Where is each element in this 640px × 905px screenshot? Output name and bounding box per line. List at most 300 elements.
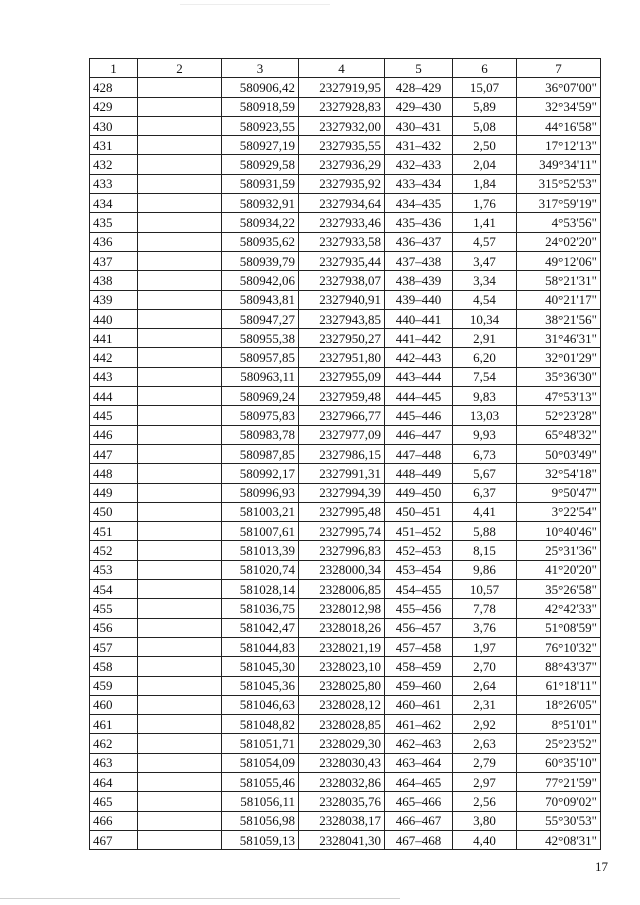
cell-empty-column: [138, 425, 222, 444]
cell-distance: 2,50: [453, 136, 517, 155]
cell-coordinate-y: 2327995,74: [299, 522, 385, 541]
cell-empty-column: [138, 367, 222, 386]
cell-bearing: 32°54'18": [517, 464, 601, 483]
cell-point-number: 455: [90, 599, 138, 618]
cell-point-number: 430: [90, 116, 138, 135]
page-number: 17: [595, 859, 608, 874]
cell-empty-column: [138, 444, 222, 463]
cell-empty-column: [138, 329, 222, 348]
cell-distance: 10,57: [453, 580, 517, 599]
cell-empty-column: [138, 387, 222, 406]
cell-coordinate-x: 581020,74: [222, 560, 299, 579]
table-row: [90, 792, 601, 811]
cell-empty-column: [138, 599, 222, 618]
cell-point-number: 462: [90, 734, 138, 753]
cell-segment: 436–437: [385, 232, 453, 251]
cell-coordinate-x: 580969,24: [222, 387, 299, 406]
table-row: [90, 715, 601, 734]
cell-segment: 441–442: [385, 329, 453, 348]
cell-point-number: 448: [90, 464, 138, 483]
cell-distance: 6,73: [453, 444, 517, 463]
table-row: [90, 502, 601, 521]
cell-coordinate-y: 2327919,95: [299, 78, 385, 97]
cell-segment: 467–468: [385, 830, 453, 849]
cell-coordinate-y: 2328012,98: [299, 599, 385, 618]
cell-segment: 439–440: [385, 290, 453, 309]
cell-segment: 465–466: [385, 792, 453, 811]
cell-coordinate-y: 2327959,48: [299, 387, 385, 406]
cell-coordinate-y: 2328028,12: [299, 695, 385, 714]
cell-distance: 9,83: [453, 387, 517, 406]
cell-coordinate-y: 2327955,09: [299, 367, 385, 386]
cell-coordinate-x: 581044,83: [222, 637, 299, 656]
cell-distance: 4,57: [453, 232, 517, 251]
cell-bearing: 3°22'54": [517, 502, 601, 521]
cell-segment: 430–431: [385, 116, 453, 135]
cell-coordinate-y: 2327986,15: [299, 444, 385, 463]
cell-point-number: 460: [90, 695, 138, 714]
cell-coordinate-y: 2327994,39: [299, 483, 385, 502]
table-row: [90, 329, 601, 348]
cell-coordinate-x: 581042,47: [222, 618, 299, 637]
cell-segment: 434–435: [385, 194, 453, 213]
cell-coordinate-x: 580983,78: [222, 425, 299, 444]
cell-segment: 450–451: [385, 502, 453, 521]
cell-empty-column: [138, 309, 222, 328]
cell-bearing: 32°34'59": [517, 97, 601, 116]
cell-coordinate-y: 2327932,00: [299, 116, 385, 135]
cell-coordinate-y: 2328006,85: [299, 580, 385, 599]
cell-coordinate-y: 2327938,07: [299, 271, 385, 290]
cell-coordinate-y: 2327933,58: [299, 232, 385, 251]
cell-segment: 455–456: [385, 599, 453, 618]
cell-bearing: 38°21'56": [517, 309, 601, 328]
table-row: [90, 155, 601, 174]
cell-coordinate-x: 581036,75: [222, 599, 299, 618]
cell-bearing: 32°01'29": [517, 348, 601, 367]
cell-point-number: 464: [90, 772, 138, 791]
cell-point-number: 463: [90, 753, 138, 772]
cell-empty-column: [138, 406, 222, 425]
cell-empty-column: [138, 464, 222, 483]
cell-point-number: 429: [90, 97, 138, 116]
cell-empty-column: [138, 734, 222, 753]
cell-bearing: 25°23'52": [517, 734, 601, 753]
cell-segment: 437–438: [385, 251, 453, 270]
cell-point-number: 439: [90, 290, 138, 309]
cell-empty-column: [138, 251, 222, 270]
table-row: [90, 174, 601, 193]
cell-point-number: 432: [90, 155, 138, 174]
table-row: [90, 271, 601, 290]
cell-distance: 4,54: [453, 290, 517, 309]
cell-distance: 2,64: [453, 676, 517, 695]
cell-coordinate-y: 2328025,80: [299, 676, 385, 695]
cell-coordinate-y: 2328032,86: [299, 772, 385, 791]
cell-coordinate-x: 580932,91: [222, 194, 299, 213]
cell-distance: 1,84: [453, 174, 517, 193]
cell-segment: 464–465: [385, 772, 453, 791]
cell-coordinate-y: 2327928,83: [299, 97, 385, 116]
cell-point-number: 461: [90, 715, 138, 734]
cell-segment: 454–455: [385, 580, 453, 599]
cell-segment: 429–430: [385, 97, 453, 116]
cell-coordinate-x: 580975,83: [222, 406, 299, 425]
table-row: [90, 695, 601, 714]
cell-coordinate-y: 2327934,64: [299, 194, 385, 213]
cell-point-number: 466: [90, 811, 138, 830]
cell-coordinate-x: 580923,55: [222, 116, 299, 135]
cell-coordinate-x: 580943,81: [222, 290, 299, 309]
cell-bearing: 60°35'10": [517, 753, 601, 772]
cell-empty-column: [138, 348, 222, 367]
cell-empty-column: [138, 194, 222, 213]
cell-bearing: 47°53'13": [517, 387, 601, 406]
cell-distance: 5,08: [453, 116, 517, 135]
cell-bearing: 349°34'11": [517, 155, 601, 174]
cell-segment: 435–436: [385, 213, 453, 232]
cell-distance: 9,86: [453, 560, 517, 579]
cell-coordinate-y: 2328035,76: [299, 792, 385, 811]
cell-point-number: 450: [90, 502, 138, 521]
cell-coordinate-y: 2327936,29: [299, 155, 385, 174]
table-row: [90, 309, 601, 328]
cell-coordinate-y: 2327935,92: [299, 174, 385, 193]
cell-distance: 9,93: [453, 425, 517, 444]
cell-point-number: 452: [90, 541, 138, 560]
table-row: [90, 213, 601, 232]
table-row: [90, 97, 601, 116]
cell-segment: 466–467: [385, 811, 453, 830]
table-row: [90, 753, 601, 772]
cell-bearing: 61°18'11": [517, 676, 601, 695]
cell-segment: 451–452: [385, 522, 453, 541]
cell-bearing: 8°51'01": [517, 715, 601, 734]
cell-bearing: 18°26'05": [517, 695, 601, 714]
cell-segment: 431–432: [385, 136, 453, 155]
cell-segment: 428–429: [385, 78, 453, 97]
cell-coordinate-y: 2327943,85: [299, 309, 385, 328]
cell-coordinate-x: 580939,79: [222, 251, 299, 270]
cell-distance: 7,54: [453, 367, 517, 386]
cell-point-number: 465: [90, 792, 138, 811]
cell-coordinate-x: 580955,38: [222, 329, 299, 348]
cell-empty-column: [138, 695, 222, 714]
table-row: [90, 830, 601, 849]
cell-point-number: 434: [90, 194, 138, 213]
cell-point-number: 453: [90, 560, 138, 579]
table-row: [90, 657, 601, 676]
cell-distance: 2,04: [453, 155, 517, 174]
cell-segment: 458–459: [385, 657, 453, 676]
cell-empty-column: [138, 97, 222, 116]
column-header-1: 1: [90, 59, 138, 78]
cell-distance: 7,78: [453, 599, 517, 618]
cell-bearing: 42°08'31": [517, 830, 601, 849]
cell-bearing: 42°42'33": [517, 599, 601, 618]
cell-segment: 438–439: [385, 271, 453, 290]
cell-bearing: 40°21'17": [517, 290, 601, 309]
cell-coordinate-y: 2328029,30: [299, 734, 385, 753]
table-row: [90, 637, 601, 656]
cell-coordinate-x: 580906,42: [222, 78, 299, 97]
cell-empty-column: [138, 155, 222, 174]
cell-coordinate-x: 581056,11: [222, 792, 299, 811]
cell-segment: 463–464: [385, 753, 453, 772]
cell-coordinate-y: 2328023,10: [299, 657, 385, 676]
cell-segment: 456–457: [385, 618, 453, 637]
cell-coordinate-x: 580963,11: [222, 367, 299, 386]
cell-empty-column: [138, 657, 222, 676]
column-header-5: 5: [385, 59, 453, 78]
cell-point-number: 440: [90, 309, 138, 328]
cell-bearing: 31°46'31": [517, 329, 601, 348]
cell-coordinate-x: 581059,13: [222, 830, 299, 849]
cell-distance: 6,37: [453, 483, 517, 502]
cell-distance: 1,97: [453, 637, 517, 656]
cell-empty-column: [138, 483, 222, 502]
cell-bearing: 317°59'19": [517, 194, 601, 213]
cell-empty-column: [138, 271, 222, 290]
cell-coordinate-x: 580957,85: [222, 348, 299, 367]
cell-empty-column: [138, 560, 222, 579]
cell-distance: 3,34: [453, 271, 517, 290]
cell-segment: 457–458: [385, 637, 453, 656]
cell-coordinate-x: 580927,19: [222, 136, 299, 155]
cell-empty-column: [138, 522, 222, 541]
cell-empty-column: [138, 174, 222, 193]
cell-bearing: 35°26'58": [517, 580, 601, 599]
cell-coordinate-y: 2328041,30: [299, 830, 385, 849]
cell-distance: 2,63: [453, 734, 517, 753]
table-header-row: [90, 59, 601, 78]
table-row: [90, 387, 601, 406]
cell-empty-column: [138, 232, 222, 251]
cell-coordinate-x: 581028,14: [222, 580, 299, 599]
cell-coordinate-y: 2327966,77: [299, 406, 385, 425]
cell-coordinate-y: 2327950,27: [299, 329, 385, 348]
cell-point-number: 454: [90, 580, 138, 599]
cell-coordinate-x: 581045,36: [222, 676, 299, 695]
cell-bearing: 50°03'49": [517, 444, 601, 463]
cell-point-number: 445: [90, 406, 138, 425]
cell-coordinate-x: 581054,09: [222, 753, 299, 772]
cell-distance: 13,03: [453, 406, 517, 425]
cell-coordinate-y: 2328030,43: [299, 753, 385, 772]
cell-segment: 432–433: [385, 155, 453, 174]
cell-point-number: 459: [90, 676, 138, 695]
cell-point-number: 456: [90, 618, 138, 637]
table-row: [90, 560, 601, 579]
table-row: [90, 580, 601, 599]
table-row: [90, 116, 601, 135]
cell-empty-column: [138, 116, 222, 135]
cell-coordinate-x: 581056,98: [222, 811, 299, 830]
cell-point-number: 436: [90, 232, 138, 251]
cell-coordinate-y: 2328000,34: [299, 560, 385, 579]
table-row: [90, 78, 601, 97]
cell-bearing: 10°40'46": [517, 522, 601, 541]
cell-coordinate-x: 580942,06: [222, 271, 299, 290]
cell-segment: 462–463: [385, 734, 453, 753]
cell-point-number: 457: [90, 637, 138, 656]
cell-empty-column: [138, 715, 222, 734]
cell-point-number: 437: [90, 251, 138, 270]
cell-bearing: 58°21'31": [517, 271, 601, 290]
column-header-7: 7: [517, 59, 601, 78]
cell-coordinate-x: 581048,82: [222, 715, 299, 734]
table-row: [90, 676, 601, 695]
cell-point-number: 433: [90, 174, 138, 193]
coordinates-table: [89, 58, 601, 850]
cell-bearing: 35°36'30": [517, 367, 601, 386]
cell-coordinate-y: 2327935,44: [299, 251, 385, 270]
cell-bearing: 76°10'32": [517, 637, 601, 656]
cell-bearing: 4°53'56": [517, 213, 601, 232]
cell-bearing: 52°23'28": [517, 406, 601, 425]
cell-coordinate-y: 2328018,26: [299, 618, 385, 637]
cell-point-number: 435: [90, 213, 138, 232]
cell-bearing: 9°50'47": [517, 483, 601, 502]
cell-bearing: 70°09'02": [517, 792, 601, 811]
cell-empty-column: [138, 753, 222, 772]
cell-coordinate-x: 580929,58: [222, 155, 299, 174]
cell-point-number: 467: [90, 830, 138, 849]
cell-segment: 433–434: [385, 174, 453, 193]
cell-empty-column: [138, 580, 222, 599]
cell-bearing: 36°07'00": [517, 78, 601, 97]
cell-segment: 445–446: [385, 406, 453, 425]
cell-coordinate-x: 580935,62: [222, 232, 299, 251]
cell-coordinate-x: 581051,71: [222, 734, 299, 753]
cell-empty-column: [138, 830, 222, 849]
cell-segment: 442–443: [385, 348, 453, 367]
table-row: [90, 811, 601, 830]
cell-segment: 444–445: [385, 387, 453, 406]
cell-segment: 449–450: [385, 483, 453, 502]
cell-coordinate-x: 581003,21: [222, 502, 299, 521]
column-header-3: 3: [222, 59, 299, 78]
cell-empty-column: [138, 676, 222, 695]
cell-bearing: 315°52'53": [517, 174, 601, 193]
table-row: [90, 444, 601, 463]
cell-empty-column: [138, 618, 222, 637]
cell-point-number: 447: [90, 444, 138, 463]
cell-distance: 6,20: [453, 348, 517, 367]
cell-point-number: 441: [90, 329, 138, 348]
cell-point-number: 444: [90, 387, 138, 406]
table-row: [90, 136, 601, 155]
cell-distance: 5,88: [453, 522, 517, 541]
cell-point-number: 451: [90, 522, 138, 541]
cell-distance: 1,76: [453, 194, 517, 213]
table-row: [90, 541, 601, 560]
cell-segment: 459–460: [385, 676, 453, 695]
cell-point-number: 442: [90, 348, 138, 367]
cell-empty-column: [138, 213, 222, 232]
cell-bearing: 44°16'58": [517, 116, 601, 135]
cell-bearing: 77°21'59": [517, 772, 601, 791]
table-body: [90, 78, 601, 850]
cell-coordinate-x: 580992,17: [222, 464, 299, 483]
cell-segment: 461–462: [385, 715, 453, 734]
cell-coordinate-x: 581055,46: [222, 772, 299, 791]
table-row: [90, 232, 601, 251]
cell-point-number: 431: [90, 136, 138, 155]
cell-empty-column: [138, 792, 222, 811]
cell-empty-column: [138, 772, 222, 791]
table-row: [90, 290, 601, 309]
cell-distance: 3,47: [453, 251, 517, 270]
cell-coordinate-y: 2327933,46: [299, 213, 385, 232]
cell-bearing: 24°02'20": [517, 232, 601, 251]
cell-distance: 10,34: [453, 309, 517, 328]
table-row: [90, 772, 601, 791]
cell-point-number: 428: [90, 78, 138, 97]
cell-coordinate-x: 580987,85: [222, 444, 299, 463]
cell-segment: 460–461: [385, 695, 453, 714]
table-row: [90, 464, 601, 483]
cell-segment: 443–444: [385, 367, 453, 386]
cell-distance: 5,67: [453, 464, 517, 483]
table-row: [90, 599, 601, 618]
cell-segment: 448–449: [385, 464, 453, 483]
table-row: [90, 406, 601, 425]
cell-distance: 2,91: [453, 329, 517, 348]
cell-bearing: 17°12'13": [517, 136, 601, 155]
cell-coordinate-x: 580996,93: [222, 483, 299, 502]
cell-coordinate-y: 2327991,31: [299, 464, 385, 483]
cell-distance: 8,15: [453, 541, 517, 560]
cell-coordinate-y: 2327940,91: [299, 290, 385, 309]
cell-distance: 2,70: [453, 657, 517, 676]
cell-coordinate-x: 580934,22: [222, 213, 299, 232]
table-row: [90, 425, 601, 444]
table-row: [90, 734, 601, 753]
cell-empty-column: [138, 637, 222, 656]
cell-empty-column: [138, 78, 222, 97]
table-row: [90, 194, 601, 213]
cell-coordinate-y: 2327996,83: [299, 541, 385, 560]
table-row: [90, 483, 601, 502]
cell-bearing: 49°12'06": [517, 251, 601, 270]
cell-coordinate-y: 2327951,80: [299, 348, 385, 367]
cell-coordinate-x: 581045,30: [222, 657, 299, 676]
table-row: [90, 251, 601, 270]
cell-distance: 1,41: [453, 213, 517, 232]
table-row: [90, 618, 601, 637]
column-header-2: 2: [138, 59, 222, 78]
cell-coordinate-x: 580918,59: [222, 97, 299, 116]
cell-coordinate-y: 2328021,19: [299, 637, 385, 656]
cell-coordinate-y: 2327995,48: [299, 502, 385, 521]
cell-empty-column: [138, 811, 222, 830]
scan-artifact-line: [180, 4, 330, 5]
cell-distance: 4,40: [453, 830, 517, 849]
cell-distance: 15,07: [453, 78, 517, 97]
cell-coordinate-y: 2327935,55: [299, 136, 385, 155]
cell-distance: 2,92: [453, 715, 517, 734]
cell-distance: 2,97: [453, 772, 517, 791]
cell-segment: 453–454: [385, 560, 453, 579]
cell-coordinate-x: 580931,59: [222, 174, 299, 193]
cell-distance: 3,80: [453, 811, 517, 830]
cell-distance: 4,41: [453, 502, 517, 521]
cell-bearing: 65°48'32": [517, 425, 601, 444]
cell-distance: 2,79: [453, 753, 517, 772]
cell-point-number: 443: [90, 367, 138, 386]
cell-point-number: 446: [90, 425, 138, 444]
